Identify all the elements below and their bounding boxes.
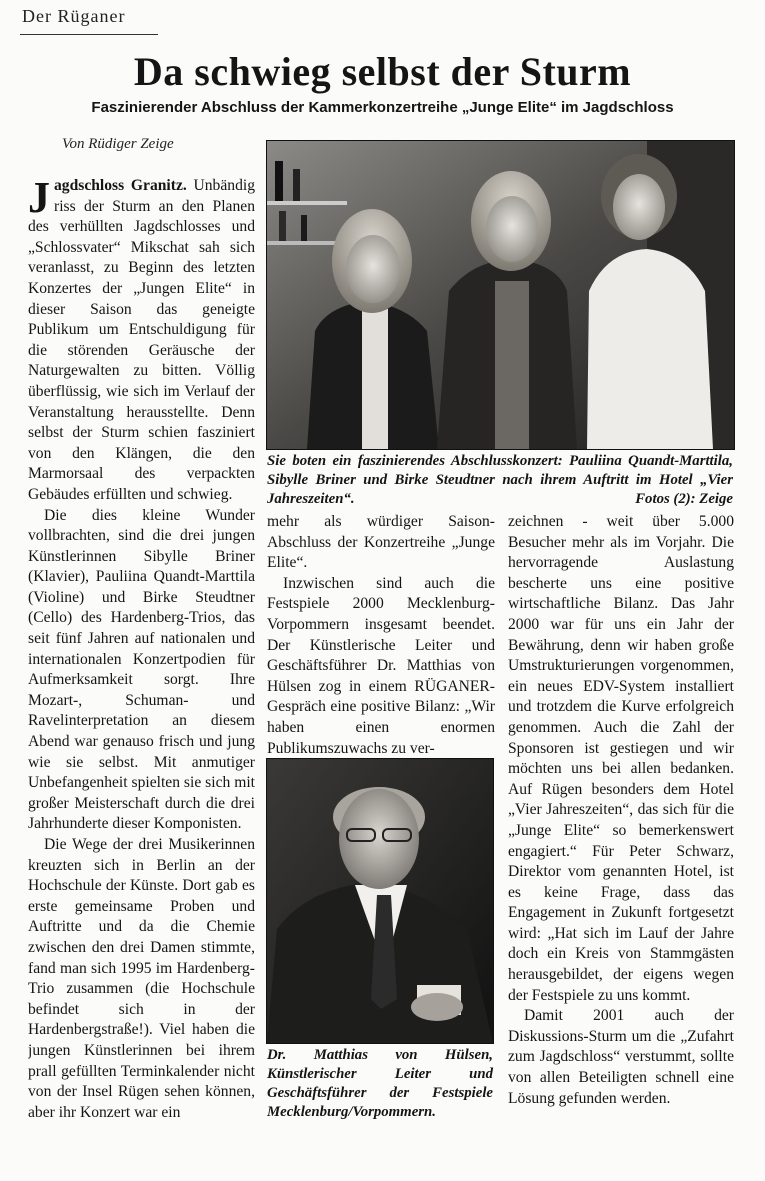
paragraph-text: Unbändig riss der Sturm an den Planen des verhüllten Jagdschlosses und „Schlossvater“ Mikschat sah sich veranlasst, zu Beginn des letzten Konzertes der „Jungen Elite“ in dieser Saison das geneigte Publikum um Entschuldigung für die störenden Geräusche der Naturgewalten zu bitten. Völlig überflüssig, wie sich im Verlauf der Veranstaltung herausstellte. Denn selbst der Sturm schien fasziniert von den Klängen, die den Marmorsaal des verpackten Gebäudes erfüllten und schwieg. [28,177,255,503]
article-paragraph: Die dies kleine Wunder vollbrachten, sind die drei jungen Künstlerinnen Sibylle Briner (Klavier), Pauliina Quandt-Marttila (Violine) und Birke Steudtner (Cello) des Hardenberg-Trios, das seit fünf Jahren auf nationalen und internationalen Konzertpodien für Aufmerksamkeit sorgt. Ihre Mozart-, Schuman- und Ravelinterpretation an diesem Abend war genauso frisch und jung wie sie selbst. Mit anmutiger Unbefangenheit spielten sie sich mit großer Meisterschaft durch die drei Jahrhunderte dieser Komponisten. [28,506,255,833]
article-paragraph: Inzwischen sind auch die Festspiele 2000 Mecklenburg-Vorpommern insgesamt beendet. Der Künstlerische Leiter und Geschäftsführer Dr. Matthias von Hülsen zog in einem RÜGANER-Gespräch eine positive Bilanz: „Wir haben einen enormen Publikumszuwachs zu ver- [267,574,495,757]
dateline: agdschloss Granitz. [54,177,187,194]
trio-photo-image [267,141,734,449]
caption-text: Sie boten ein faszinierendes Abschlusskonzert: Pauliina Quandt-Marttila, Sibylle Briner und Birke Steudtner nach ihrem Auftritt im Hotel „Vier Jahreszeiten“. [267,453,733,507]
trio-photo [266,140,735,450]
portrait-photo-image [267,759,493,1043]
trio-photo-caption [267,452,733,509]
article-paragraph: Die Wege der drei Musikerinnen kreuzten sich in Berlin an der Hochschule der Künste. Dort gab es erste gemeinsame Proben und Auftritte und da die Chemie zwischen den drei Damen stimmte, fand man sich 1995 im Hardenberg-Trio zusammen (die Hochschule befindet sich in der Hardenbergstraße!). Viel haben die jungen Künstlerinnen bei ihrem prall gefüllten Terminkalender nicht von der Insel Rügen sehen können, aber ihr Konzert war ein [28,836,255,1121]
photo-credit: Fotos (2): Zeige [635,491,733,507]
article-column-1 [28,176,255,1166]
headline: Da schwieg selbst der Sturm [133,49,632,94]
article-paragraph: zeichnen - weit über 5.000 Besucher mehr als im Vorjahr. Die hervorragende Auslastung bescherte uns eine positive wirtschaftliche Bilanz. Das Jahr 2000 war für uns ein Jahr der Bewährung, denn wir haben große Umstrukturierungen vorgenommen, ein neues EDV-System installiert und trotzdem die Kurve erfolgreich genommen. Auch die Zahl der Sponsoren ist gestiegen und wir möchten uns bei allen bedanken. Auf Rügen besonders dem Hotel „Vier Jahreszeiten“, das sich für die „Junge Elite“ so bemerkenswert engagiert.“ Für Peter Schwarz, Direktor vom genannten Hotel, ist es keine Frage, dass das Engagement in Zukunft fortgesetzt wird: „Hat sich im Lauf der Jahre doch ein Kreis von Stammgästen herausgebildet, der eigens wegen der Festspiele zu uns kommt. [508,513,734,1004]
masthead-rule [20,34,158,35]
article-paragraph: Damit 2001 auch der Diskussions-Sturm um die „Zufahrt zum Jagdschloss“ verstummt, sollte von allen Beteiligten schnell eine Lösung gefunden werden. [508,1007,734,1107]
article-paragraph: mehr als würdiger Saison-Abschluss der Konzertreihe „Junge Elite“. [267,513,495,572]
masthead: Der Rüganer [22,6,126,26]
article-paragraph [28,176,255,506]
portrait-photo [266,758,494,1044]
portrait-photo-caption: Dr. Matthias von Hülsen, Künstlerischer Leiter und Geschäftsführer der Festspiele Mecklenburg/Vorpommern. [267,1047,493,1120]
byline: Von Rüdiger Zeige [62,136,174,152]
article-column-2 [267,512,495,758]
dropcap: J [28,176,50,222]
subheadline: Faszinierender Abschluss der Kammerkonzertreihe „Junge Elite“ im Jagdschloss [91,99,674,116]
article-column-3 [508,512,734,1112]
